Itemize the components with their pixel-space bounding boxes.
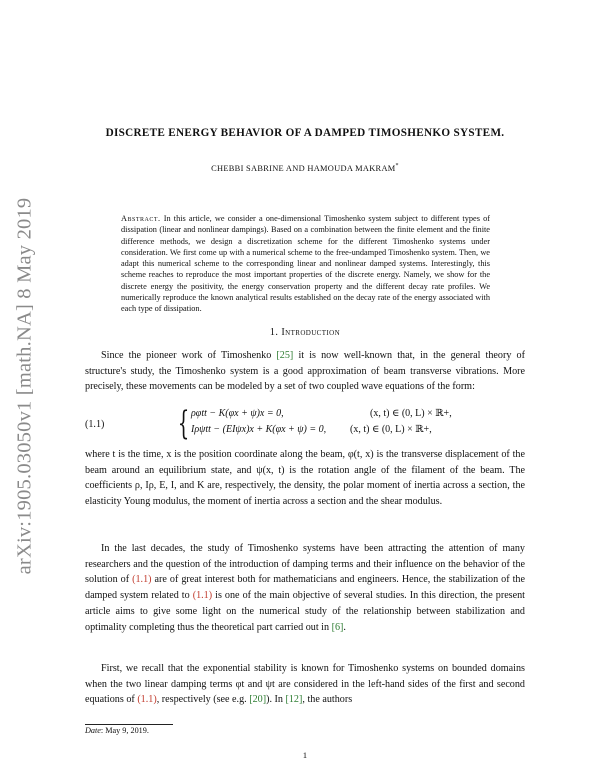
- paragraph-intro: [85, 348, 525, 395]
- text-run: are of great interest both for mathematicians and engineers. Hence, the stabilization of the damped system related to: [85, 574, 525, 602]
- equation-brace: {: [177, 403, 190, 442]
- equation-reference-link[interactable]: (1.1): [132, 574, 152, 586]
- text-run: it is now well-known that, in the general theory of structure's study, the Timoshenko system is a good approximation of beam transverse vibrations. More precisely, these movements can be modeled by a set of two coupled wave equations of the form:: [85, 350, 525, 393]
- author-footnote-mark: *: [395, 163, 399, 169]
- section-number: 1.: [269, 327, 279, 338]
- text-run: Since the pioneer work of Timoshenko: [101, 350, 277, 361]
- text-run: is one of the main objective of several studies. In this direction, the present article aims to give some light on the numerical study of the relationship between stabilization and optimality completing thus the theoretical part carried out in: [85, 590, 525, 633]
- footnote-label: Date: [85, 726, 101, 735]
- text-run: , the authors: [302, 694, 353, 706]
- citation-link[interactable]: [12]: [285, 694, 303, 706]
- text-run: First, we recall that the exponential stability is known for Timoshenko systems on bounded domains when the two linear damping terms φt and ψt are considered in the left-hand sides of the first and second equations of: [85, 663, 525, 706]
- paragraph-where: where t is the time, x is the position coordinate along the beam, φ(t, x) is the transverse displacement of the beam around an equilibrium state, and ψ(x, t) is the rotation angle of the filament of the beam. The coefficients ρ, Iρ, E, I, and K are, respectively, the density, the polar moment of inertia across a section, the elasticity Young modulus, the moment of inertia across a section and the shear modulus.: [85, 449, 525, 508]
- equation-line-1: ρφtt − K(φx + ψ)x = 0,: [191, 408, 284, 419]
- page-number: 1: [302, 750, 308, 760]
- paper-title: DISCRETE ENERGY BEHAVIOR OF A DAMPED TIMOSHENKO SYSTEM.: [105, 127, 505, 139]
- equation-condition-1: (x, t) ∈ (0, L) × ℝ+,: [370, 408, 452, 419]
- equation-reference-link[interactable]: (1.1): [192, 590, 213, 602]
- footnote-rule: [85, 724, 173, 725]
- text-run: ). In: [266, 694, 286, 706]
- abstract: [121, 213, 490, 315]
- paragraph-damping: [85, 541, 525, 635]
- text-run: , respectively (see e.g.: [156, 694, 250, 706]
- citation-link[interactable]: [25]: [276, 350, 294, 361]
- equation-reference-link[interactable]: (1.1): [137, 694, 157, 706]
- author-names: CHEBBI SABRINE AND HAMOUDA MAKRAM: [211, 163, 396, 173]
- equation-condition-2: (x, t) ∈ (0, L) × ℝ+,: [350, 424, 432, 435]
- abstract-text: In this article, we consider a one-dimensional Timoshenko system subject to different types of dissipation (linear and nonlinear dampings). Based on a combination between the finite element and the finite difference methods, we design a discretization scheme for the different Timoshenko systems under consideration. We first come up with a numerical scheme to the free-undamped Timoshenko system. Then, we adapt this numerical scheme to the corresponding linear and nonlinear damped systems. Interestingly, this scheme reaches to reproduce the most important properties of the discrete energy. Namely, we show for the discrete energy the positivity, the energy conservation property and the different decay rate profiles. We numerically reproduce the known analytical results established on the decay rate of the energy associated with each type of dissipation.: [121, 214, 490, 314]
- section-heading: [85, 327, 525, 338]
- authors: [85, 163, 525, 173]
- text-run: In the last decades, the study of Timoshenko systems have been attracting the attention of many researchers and the question of the introduction of damping terms and their influence on the behavior of the solution of: [85, 543, 525, 586]
- paragraph-stability: [85, 661, 525, 708]
- abstract-label: Abstract.: [121, 214, 161, 223]
- equation-label: (1.1): [85, 419, 105, 430]
- citation-link[interactable]: [6]: [331, 621, 344, 633]
- footnote-date: [85, 726, 149, 735]
- arxiv-sidebar: [12, 188, 38, 584]
- citation-link[interactable]: [20]: [249, 694, 267, 706]
- section-title: Introduction: [281, 327, 341, 338]
- text-run: .: [343, 621, 346, 633]
- footnote-value: : May 9, 2019.: [100, 726, 149, 735]
- arxiv-identifier: arXiv:1905.03050v1 [math.NA] 8 May 2019: [13, 197, 36, 575]
- equation-line-2: Iρψtt − (EIψx)x + K(φx + ψ) = 0,: [191, 424, 327, 435]
